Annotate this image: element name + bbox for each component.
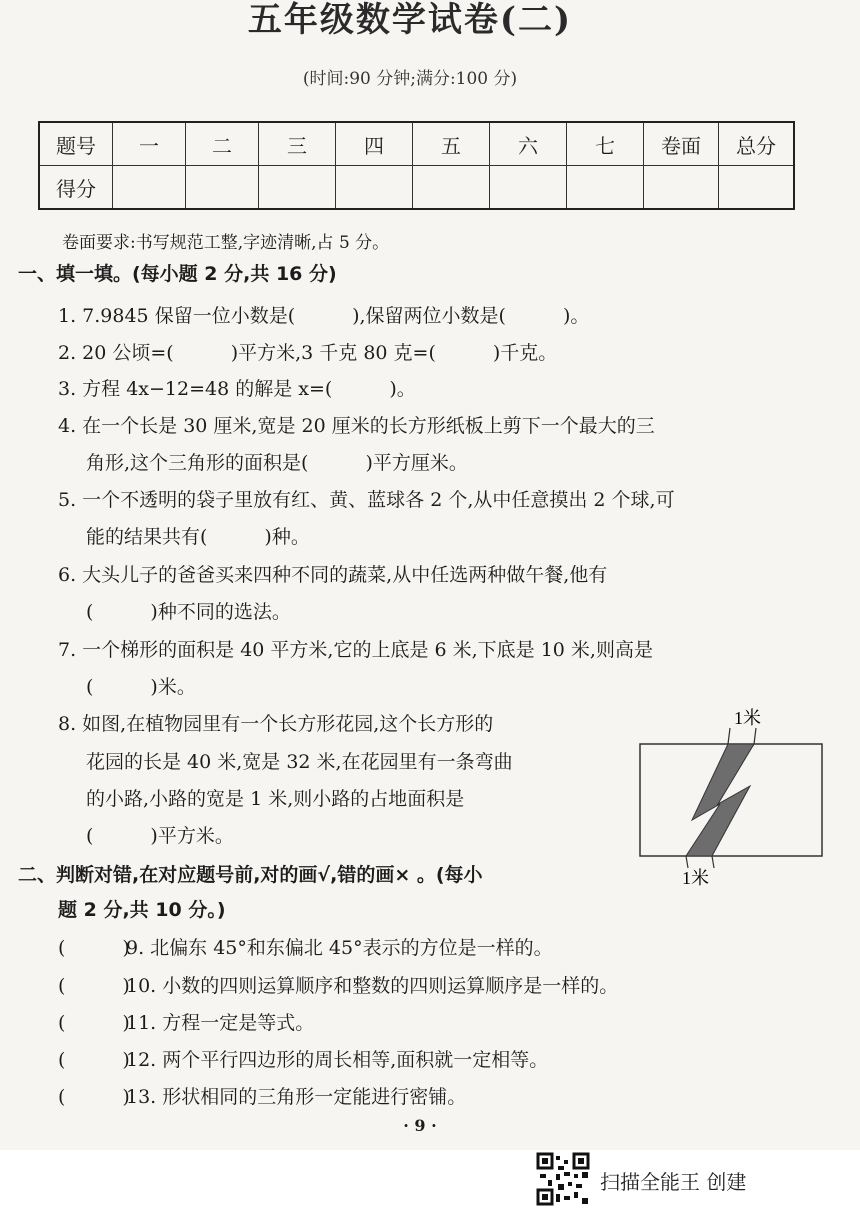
question-line: ( )平方米。 [86,825,234,847]
page-title: 五年级数学试卷(二) [247,0,573,40]
judge-item [58,933,553,960]
score-cell[interactable] [719,166,795,210]
score-cell[interactable] [259,166,336,210]
score-row-label: 得分 [39,166,113,210]
exam-subtitle: (时间:90 分钟;满分:100 分) [302,69,518,89]
question-line: 7. 一个梯形的面积是 40 平方米,它的上底是 6 米,下底是 10 米,则高是 [58,639,653,661]
top-tick-right [754,728,756,744]
score-header-cell: 七 [567,122,644,166]
question-line: 花园的长是 40 米,宽是 32 米,在花园里有一条弯曲 [86,751,513,773]
score-header-cell: 五 [413,122,490,166]
judge-item [58,1082,466,1109]
judge-text: 12. 两个平行四边形的周长相等,面积就一定相等。 [126,1049,549,1071]
score-table-header-row [39,122,794,166]
score-header-cell: 二 [186,122,259,166]
bottom-tick-right [712,856,714,868]
question-line: 4. 在一个长是 30 厘米,宽是 20 厘米的长方形纸板上剪下一个最大的三 [58,415,655,437]
judge-text: 11. 方程一定是等式。 [126,1012,315,1034]
score-header-cell: 卷面 [644,122,719,166]
judge-item [58,1045,548,1072]
question-line: 能的结果共有( )种。 [86,526,310,548]
answer-blank[interactable]: ( ) [58,1086,130,1108]
judge-item [58,1008,314,1035]
score-header-cell: 总分 [719,122,795,166]
top-tick-left [728,728,730,744]
judge-text: 9. 北偏东 45°和东偏北 45°表示的方位是一样的。 [126,937,553,959]
score-cell[interactable] [567,166,644,210]
qr-code-icon [536,1152,590,1206]
section2-heading-line1: 二、判断对错,在对应题号前,对的画√,错的画× 。(每小 [18,864,483,886]
figure-label-bottom: 1米 [682,868,709,888]
answer-blank[interactable]: ( ) [58,1049,130,1071]
score-cell[interactable] [413,166,490,210]
judge-text: 10. 小数的四则运算顺序和整数的四则运算顺序是一样的。 [126,975,619,997]
judge-text: 13. 形状相同的三角形一定能进行密铺。 [126,1086,467,1108]
scanner-watermark [536,1150,856,1210]
question-line: 角形,这个三角形的面积是( )平方厘米。 [86,452,468,474]
bottom-tick-left [686,856,688,868]
garden-path-figure [630,700,830,890]
scanner-app-label: 扫描全能王 创建 [600,1170,747,1194]
score-header-cell: 三 [259,122,336,166]
score-table [38,121,795,210]
question-line: 1. 7.9845 保留一位小数是( ),保留两位小数是( )。 [58,305,590,327]
question-line: 的小路,小路的宽是 1 米,则小路的占地面积是 [86,788,465,810]
section2-heading-line2: 题 2 分,共 10 分。) [58,899,226,921]
question-line: ( )种不同的选法。 [86,601,291,623]
score-header-cell: 六 [490,122,567,166]
section1-heading: 一、填一填。(每小题 2 分,共 16 分) [18,263,337,285]
score-header-cell: 一 [113,122,186,166]
score-cell[interactable] [490,166,567,210]
winding-path [686,744,754,856]
score-cell[interactable] [113,166,186,210]
neatness-note: 卷面要求:书写规范工整,字迹清晰,占 5 分。 [62,233,390,253]
answer-blank[interactable]: ( ) [58,1012,130,1034]
score-cell[interactable] [336,166,413,210]
figure-label-top: 1米 [734,708,761,728]
score-table-score-row [39,166,794,210]
question-line: ( )米。 [86,676,196,698]
score-cell[interactable] [186,166,259,210]
page-number: · 9 · [403,1116,437,1135]
question-line: 8. 如图,在植物园里有一个长方形花园,这个长方形的 [58,713,494,735]
question-line: 5. 一个不透明的袋子里放有红、黄、蓝球各 2 个,从中任意摸出 2 个球,可 [58,489,675,511]
score-cell[interactable] [644,166,719,210]
question-line: 6. 大头儿子的爸爸买来四种不同的蔬菜,从中任选两种做午餐,他有 [58,564,608,586]
score-header-cell: 题号 [39,122,113,166]
question-line: 2. 20 公顷=( )平方米,3 千克 80 克=( )千克。 [58,342,558,364]
answer-blank[interactable]: ( ) [58,937,130,959]
question-line: 3. 方程 4x−12=48 的解是 x=( )。 [58,378,416,400]
score-header-cell: 四 [336,122,413,166]
answer-blank[interactable]: ( ) [58,975,130,997]
judge-item [58,971,618,998]
